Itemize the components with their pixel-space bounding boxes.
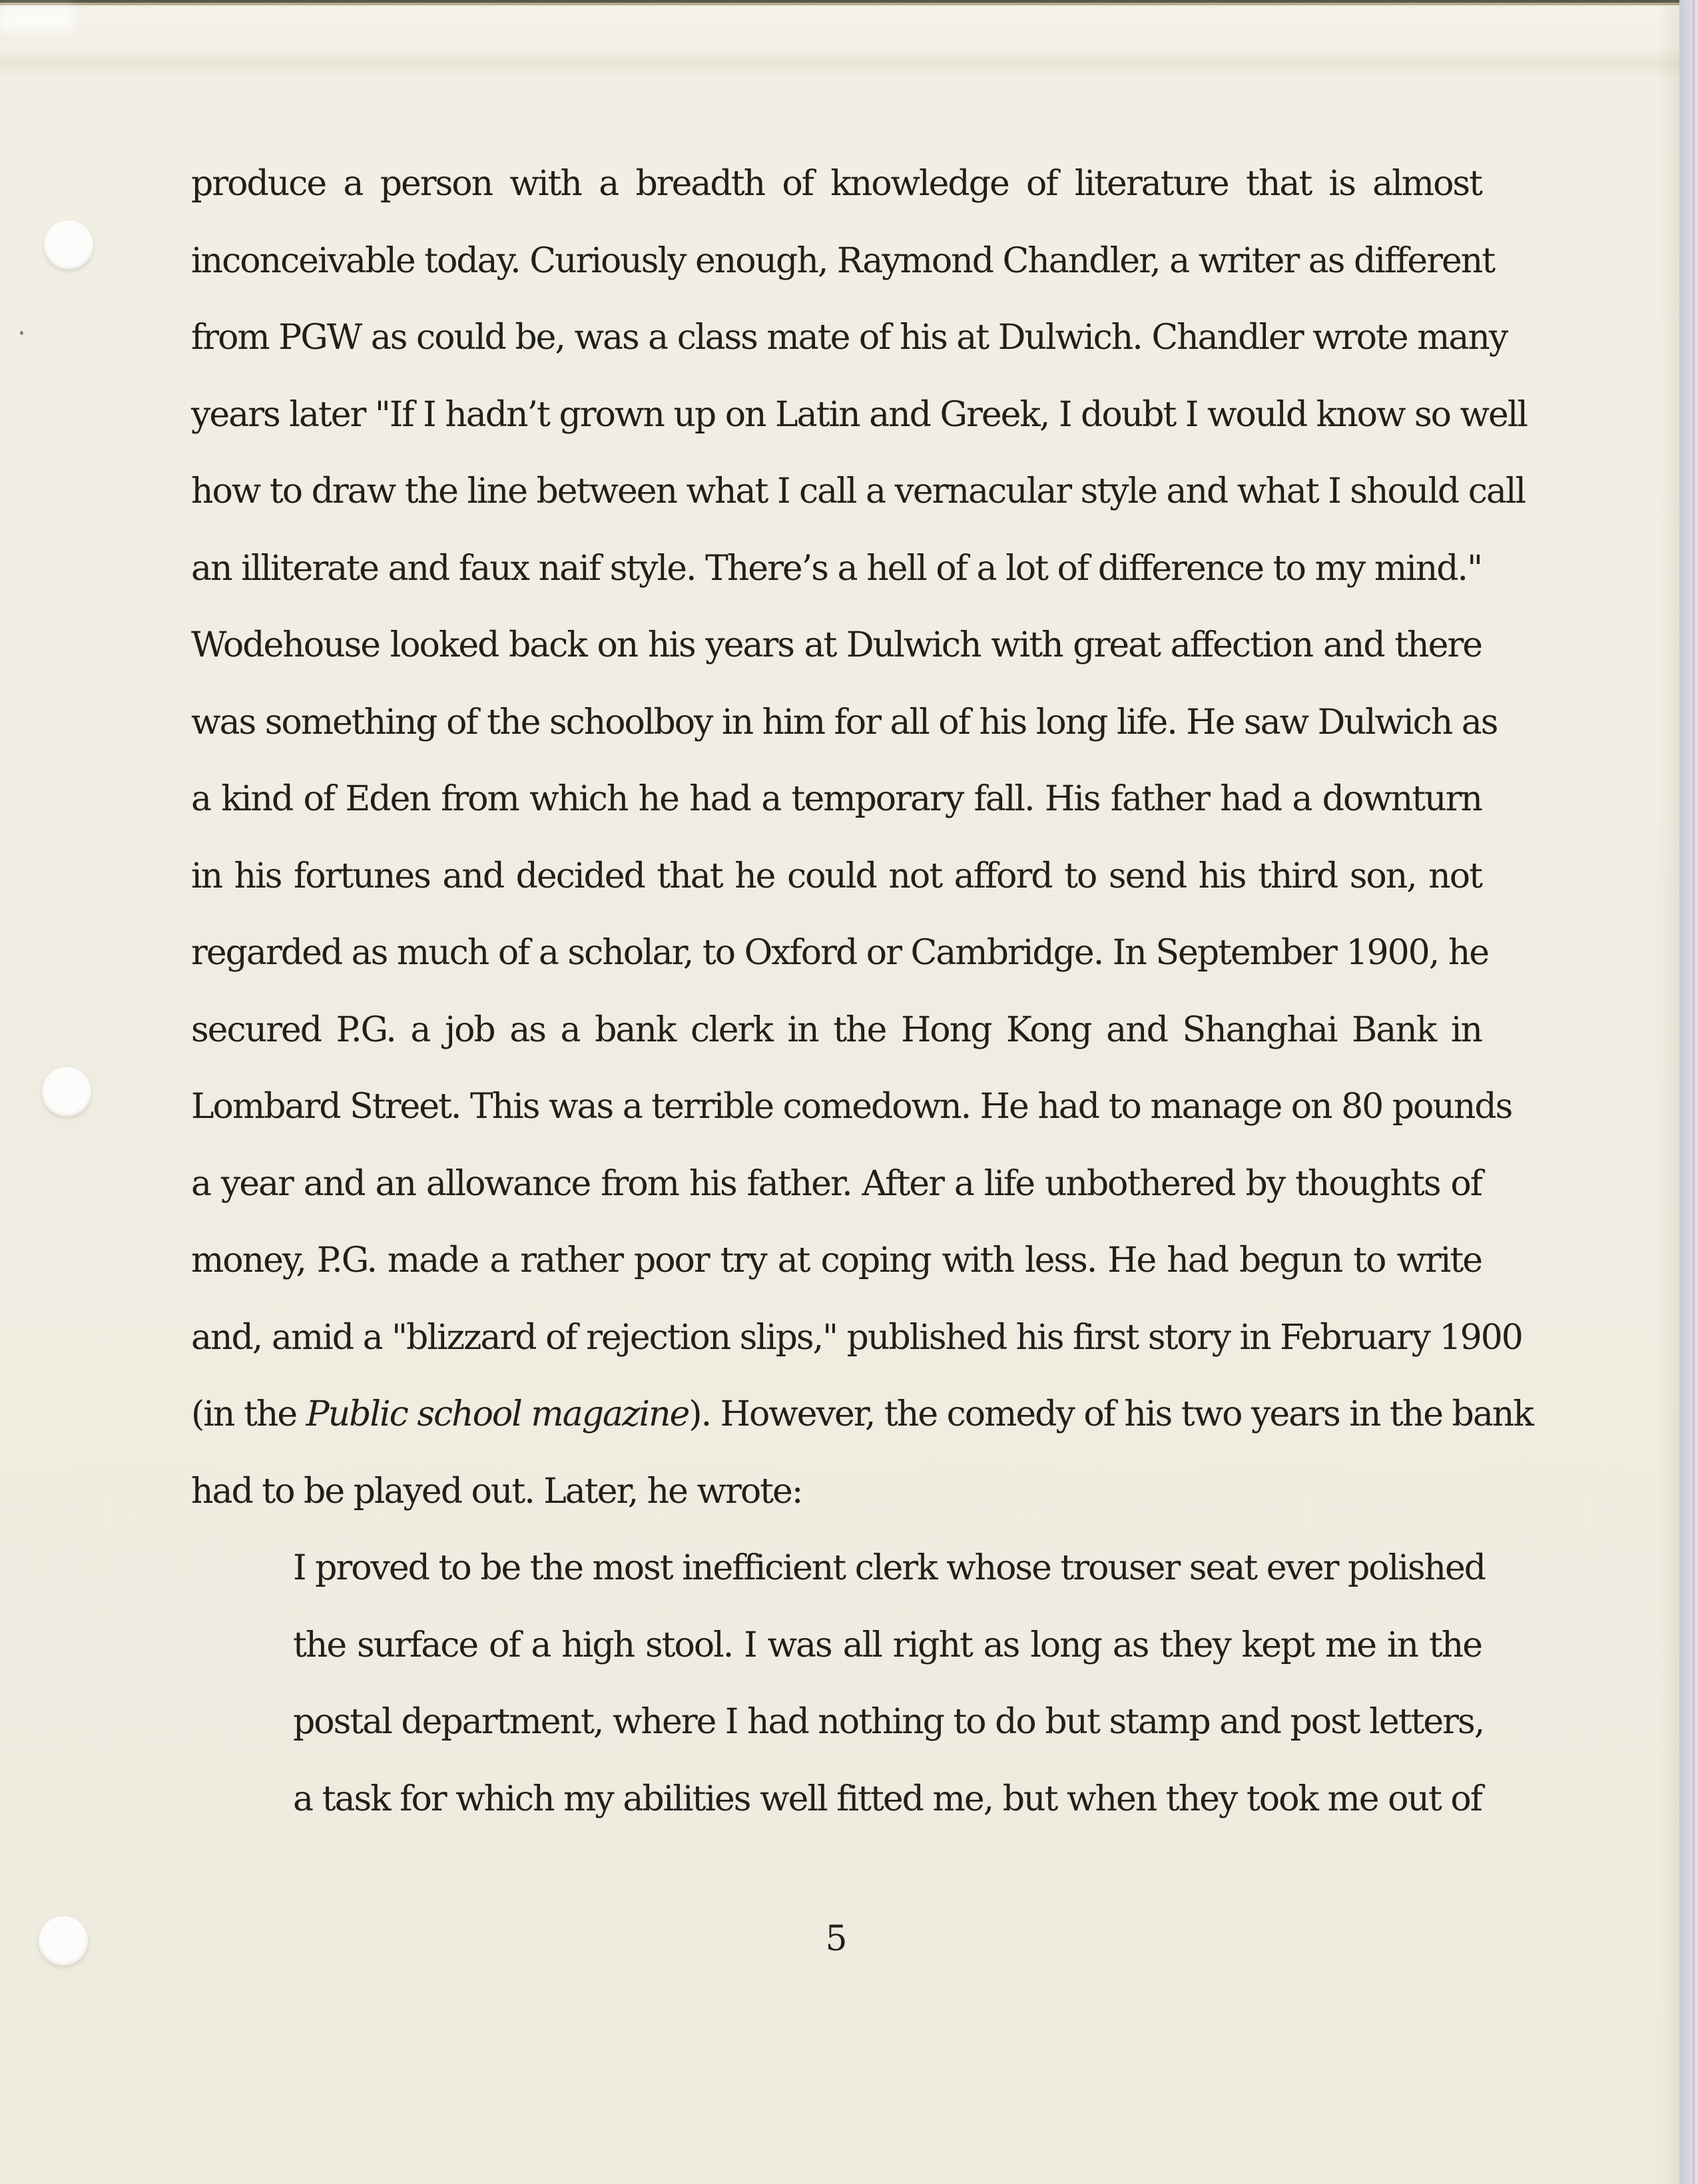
text-line: and, amid a "blizzard of rejection slips," published his first story in February 1900 [191, 1317, 1522, 1358]
text-line: Lombard Street. This was a terrible comedown. He had to manage on 80 pounds [191, 1087, 1512, 1127]
paper-speck [20, 331, 23, 335]
text-line: secured P.G. a job as a bank clerk in the Hong Kong and Shanghai Bank in [191, 1009, 1482, 1050]
scan-corner-glare [0, 7, 73, 31]
text-line: was something of the schoolboy in him for all of his long life. He saw Dulwich as [191, 702, 1498, 742]
text-line: from PGW as could be, was a class mate of his at Dulwich. Chandler wrote many [191, 318, 1508, 358]
italic-title-text: Public school magazine [306, 1394, 689, 1434]
text-line: regarded as much of a scholar, to Oxford or Cambridge. In September 1900, he [191, 933, 1489, 973]
quote-line: the surface of a high stool. I was all right as long as they kept me in the [293, 1625, 1482, 1665]
text-line: years later "If I hadn’t grown up on Latin and Greek, I doubt I would know so well [191, 394, 1528, 435]
quote-line: postal department, where I had nothing to do but stamp and post letters, [293, 1702, 1484, 1742]
body-text [191, 146, 1533, 1838]
text-segment: ). However, the comedy of his two years in the bank [689, 1394, 1533, 1434]
text-line: how to draw the line between what I call a vernacular style and what I should call [191, 471, 1526, 511]
text-segment: (in the [191, 1394, 306, 1434]
scan-right-edge-line [1693, 0, 1695, 2184]
punch-hole-middle [42, 1067, 91, 1117]
text-line: money, P.G. made a rather poor try at coping with less. He had begun to write [191, 1240, 1482, 1280]
text-line: Wodehouse looked back on his years at Dulwich with great affection and there [191, 625, 1482, 665]
scan-right-shadow [1659, 0, 1679, 2184]
scan-shadow-band [0, 48, 1698, 80]
punch-hole-top [44, 220, 93, 270]
block-quote [191, 1530, 1486, 1838]
text-line: inconceivable today. Curiously enough, Raymond Chandler, a writer as different [191, 240, 1495, 281]
scan-right-edge [1679, 0, 1698, 2184]
page-number: 5 [825, 1919, 848, 1959]
text-line-with-italic [191, 1376, 1533, 1454]
text-line: in his fortunes and decided that he could not afford to send his third son, not [191, 856, 1482, 896]
scan-top-edge-tan [0, 3, 1698, 5]
text-line: a kind of Eden from which he had a temporary fall. His father had a downturn [191, 779, 1482, 819]
quote-line: a task for which my abilities well fitted me, but when they took me out of [293, 1778, 1482, 1819]
text-line: had to be played out. Later, he wrote: [191, 1471, 802, 1511]
text-line: produce a person with a breadth of knowledge of literature that is almost [191, 164, 1482, 204]
text-line: a year and an allowance from his father. After a life unbothered by thoughts of [191, 1163, 1482, 1204]
punch-hole-bottom [39, 1916, 88, 1966]
quote-line: I proved to be the most inefficient clerk whose trouser seat ever polished [293, 1548, 1486, 1588]
text-line: an illiterate and faux naif style. There’s a hell of a lot of difference to my mind." [191, 548, 1482, 589]
